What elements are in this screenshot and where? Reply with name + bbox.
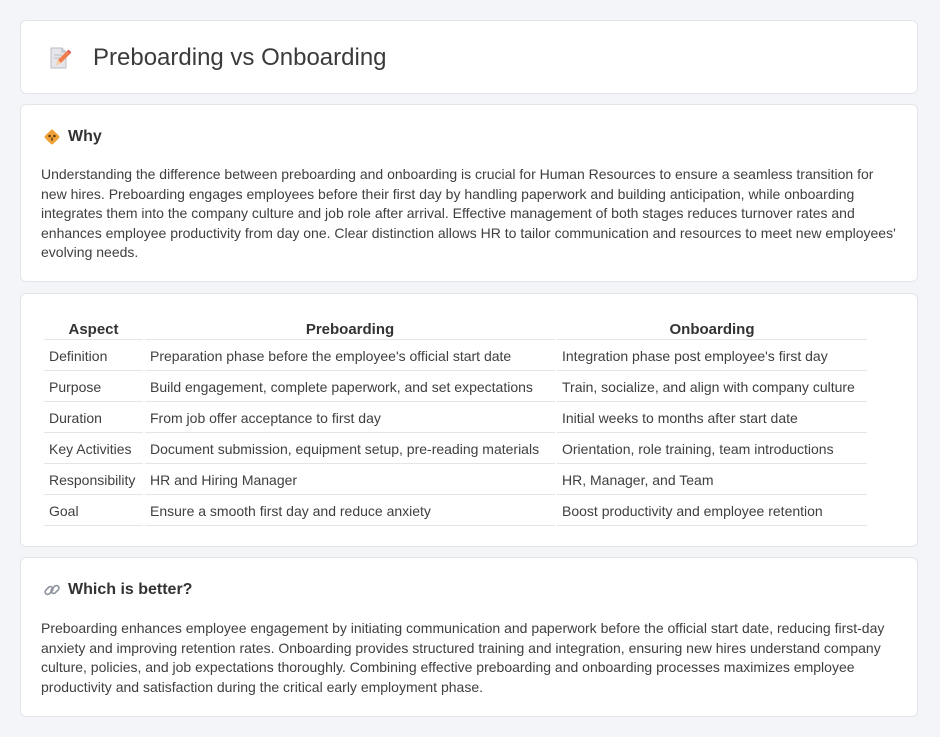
why-section bbox=[20, 104, 918, 282]
table-row bbox=[44, 435, 867, 464]
row-onboarding: Orientation, role training, team introductions bbox=[557, 435, 867, 464]
header-card bbox=[20, 20, 918, 94]
header-onboarding: Onboarding bbox=[557, 317, 867, 340]
comparison-section bbox=[20, 293, 918, 547]
row-onboarding: Integration phase post employee's first day bbox=[557, 342, 867, 371]
row-preboarding: Preparation phase before the employee's official start date bbox=[145, 342, 555, 371]
why-heading bbox=[43, 127, 102, 147]
table-header-row bbox=[44, 317, 867, 340]
table-row bbox=[44, 497, 867, 526]
row-aspect: Key Activities bbox=[44, 435, 143, 464]
why-title: Why bbox=[68, 128, 102, 145]
why-text: Understanding the difference between preboarding and onboarding is crucial for Human Resources to ensure a seamless transition for new hires. Preboarding engages employees before their first day by handling paperwork and building anticipation, while onboarding integrates them into the company culture and job role after arrival. Effective management of both stages reduces turnover rates and enhances employee productivity from day one. Clear distinction allows HR to tailor communication and resources to meet new employees' evolving needs. bbox=[41, 166, 896, 261]
row-aspect: Duration bbox=[44, 404, 143, 433]
better-heading bbox=[43, 580, 192, 600]
row-preboarding: HR and Hiring Manager bbox=[145, 466, 555, 495]
table-row bbox=[44, 404, 867, 433]
table-row bbox=[44, 342, 867, 371]
row-aspect: Purpose bbox=[44, 373, 143, 402]
comparison-table bbox=[42, 315, 869, 528]
row-aspect: Responsibility bbox=[44, 466, 143, 495]
table-row bbox=[44, 373, 867, 402]
row-preboarding: Build engagement, complete paperwork, and set expectations bbox=[145, 373, 555, 402]
document-pencil-icon bbox=[47, 46, 71, 70]
row-preboarding: Ensure a smooth first day and reduce anxiety bbox=[145, 497, 555, 526]
better-text: Preboarding enhances employee engagement by initiating communication and paperwork before the official start date, reducing first-day anxiety and improving retention rates. Onboarding provides structured training and integration, ensuring new hires understand company culture, policies, and job expectations thoroughly. Combining effective preboarding and onboarding processes maximizes employee productivity and satisfaction during the critical early employment phase. bbox=[41, 620, 885, 695]
table-row bbox=[44, 466, 867, 495]
row-preboarding: From job offer acceptance to first day bbox=[145, 404, 555, 433]
row-aspect: Goal bbox=[44, 497, 143, 526]
link-icon bbox=[43, 581, 61, 599]
better-title: Which is better? bbox=[68, 581, 193, 598]
row-onboarding: Train, socialize, and align with company culture bbox=[557, 373, 867, 402]
page-title: Preboarding vs Onboarding bbox=[93, 44, 387, 71]
row-preboarding: Document submission, equipment setup, pre-reading materials bbox=[145, 435, 555, 464]
row-onboarding: HR, Manager, and Team bbox=[557, 466, 867, 495]
header-aspect: Aspect bbox=[44, 317, 143, 340]
row-onboarding: Initial weeks to months after start date bbox=[557, 404, 867, 433]
row-aspect: Definition bbox=[44, 342, 143, 371]
row-onboarding: Boost productivity and employee retention bbox=[557, 497, 867, 526]
header-preboarding: Preboarding bbox=[145, 317, 555, 340]
which-is-better-section bbox=[20, 557, 918, 717]
warning-diamond-icon bbox=[43, 128, 61, 146]
